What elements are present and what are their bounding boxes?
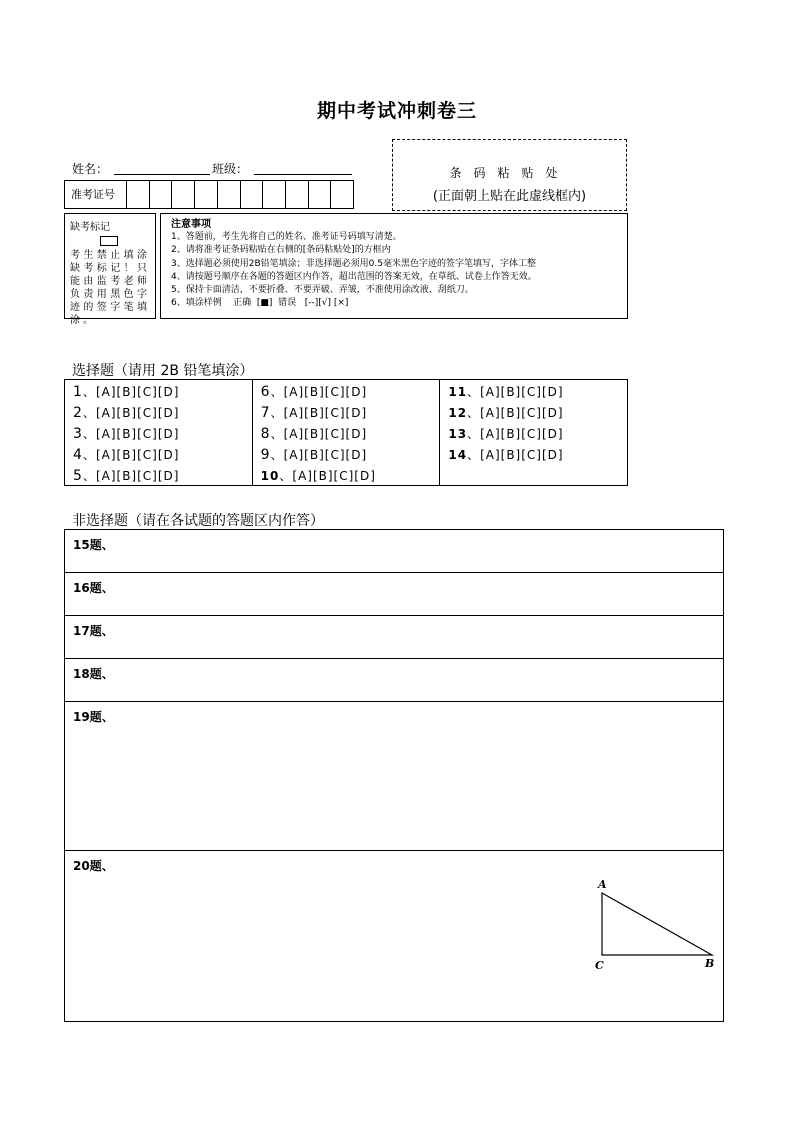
choice-item[interactable]: 10、[A][B][C][D] <box>260 469 376 483</box>
choice-item[interactable]: 9、[A][B][C][D] <box>260 447 368 463</box>
choice-item[interactable]: 11、[A][B][C][D] <box>448 385 564 399</box>
choice-item[interactable]: 4、[A][B][C][D] <box>73 447 180 463</box>
exam-id-cell[interactable] <box>241 181 264 208</box>
choice-item[interactable]: 1、[A][B][C][D] <box>73 384 180 400</box>
answer-area <box>64 529 724 1022</box>
notes-heading: 注意事项 <box>171 219 211 230</box>
question-label: 20题、 <box>73 859 114 873</box>
choice-heading: 选择题（请用 2B 铅笔填涂） <box>72 363 254 379</box>
choice-column <box>440 380 627 485</box>
exam-id-cell[interactable] <box>286 181 309 208</box>
absent-mark-title: 缺考标记 <box>70 222 110 233</box>
exam-id-cell[interactable] <box>263 181 286 208</box>
absent-mark-desc: 考生禁止填涂缺考标记！只能由监考老师负责用黑色字迹的签字笔填涂。 <box>70 250 150 326</box>
vertex-label-c: C <box>595 959 604 972</box>
answer-box-15[interactable] <box>65 530 723 573</box>
exam-id-grid <box>64 180 354 209</box>
barcode-title: 条码粘贴处 <box>449 166 570 180</box>
choice-item[interactable]: 13、[A][B][C][D] <box>448 427 564 441</box>
choice-column <box>65 380 253 485</box>
name-label: 姓名： <box>72 162 109 176</box>
answer-box-20[interactable] <box>65 851 723 1021</box>
triangle-shape <box>602 893 712 955</box>
choice-item[interactable]: 6、[A][B][C][D] <box>260 384 368 400</box>
vertex-label-a: A <box>598 878 607 891</box>
class-label: 班级： <box>212 162 249 176</box>
notes-box <box>160 213 628 319</box>
question-label: 16题、 <box>73 581 114 595</box>
exam-id-cell[interactable] <box>172 181 195 208</box>
barcode-note: (正面朝上贴在此虚线框内) <box>432 189 587 204</box>
exam-id-cell[interactable] <box>150 181 173 208</box>
absent-mark-checkbox[interactable] <box>100 236 118 246</box>
vertex-label-b: B <box>705 957 715 970</box>
answer-box-18[interactable] <box>65 659 723 702</box>
choice-item[interactable]: 14、[A][B][C][D] <box>448 448 564 462</box>
choice-item[interactable]: 8、[A][B][C][D] <box>260 426 368 442</box>
barcode-area <box>392 139 627 211</box>
question-label: 17题、 <box>73 624 114 638</box>
exam-id-label: 准考证号 <box>65 181 127 208</box>
answer-box-17[interactable] <box>65 616 723 659</box>
absent-mark-box <box>64 213 156 326</box>
question-label: 18题、 <box>73 667 114 681</box>
choice-item[interactable]: 7、[A][B][C][D] <box>260 405 368 421</box>
notes-item: 6、填涂样例 正确 [■] 错误 [--][√] [×] <box>171 298 349 309</box>
choice-item[interactable]: 2、[A][B][C][D] <box>73 405 180 421</box>
notes-item: 5、保持卡面清洁，不要折叠、不要弄破、弄皱，不准使用涂改液、刮纸刀。 <box>171 285 474 296</box>
answer-box-19[interactable] <box>65 702 723 851</box>
choice-item[interactable]: 5、[A][B][C][D] <box>73 468 180 484</box>
notes-item: 2、请将准考证条码粘贴在右侧的[条码粘贴处]的方框内 <box>171 245 391 256</box>
choice-item[interactable]: 12、[A][B][C][D] <box>448 406 564 420</box>
choice-column <box>253 380 441 485</box>
exam-id-cell[interactable] <box>195 181 218 208</box>
question-label: 15题、 <box>73 538 114 552</box>
right-triangle-figure <box>590 875 720 975</box>
page-title: 期中考试冲刺卷三 <box>316 100 477 122</box>
choice-grid <box>64 379 628 486</box>
exam-id-cell[interactable] <box>127 181 150 208</box>
exam-id-cell[interactable] <box>309 181 332 208</box>
exam-id-cell[interactable] <box>218 181 241 208</box>
answer-box-16[interactable] <box>65 573 723 616</box>
exam-id-cell[interactable] <box>331 181 353 208</box>
notes-item: 1、答题前，考生先将自己的姓名、准考证号码填写清楚。 <box>171 232 402 243</box>
notes-item: 4、请按题号顺序在各题的答题区内作答，超出范围的答案无效，在草纸、试卷上作答无效。 <box>171 271 537 282</box>
notes-item: 3、选择题必须使用2B铅笔填涂；非选择题必须用0.5毫米黑色字迹的签字笔填写，字体工整 <box>171 258 536 269</box>
nonchoice-heading: 非选择题（请在各试题的答题区内作答） <box>72 513 324 529</box>
choice-item[interactable]: 3、[A][B][C][D] <box>73 426 180 442</box>
name-field[interactable] <box>114 160 210 175</box>
question-label: 19题、 <box>73 710 114 724</box>
class-field[interactable] <box>254 160 352 175</box>
